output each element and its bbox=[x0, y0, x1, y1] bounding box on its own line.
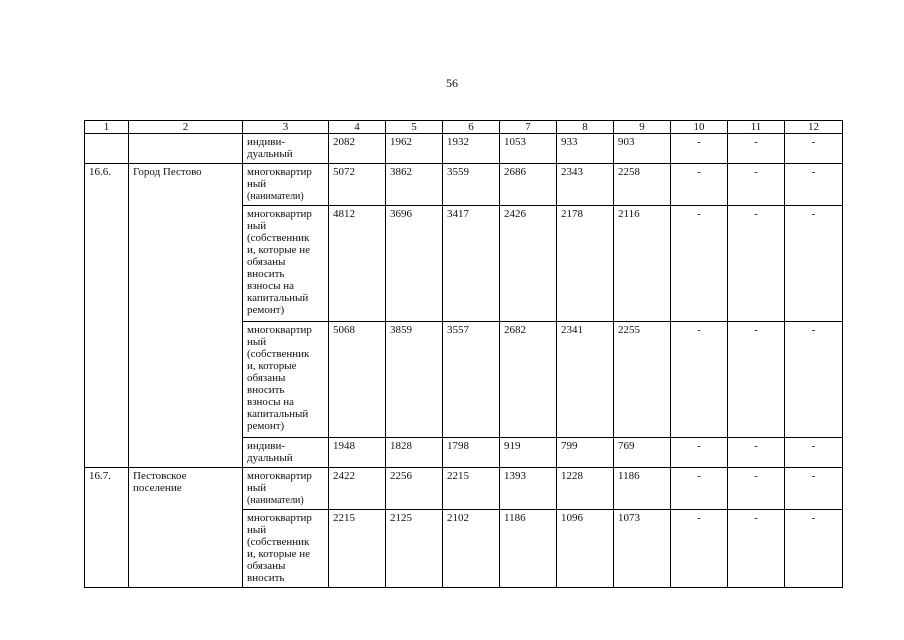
header-row bbox=[85, 121, 843, 134]
header-cell: 7 bbox=[500, 121, 557, 134]
value-cell: 2215 bbox=[329, 510, 386, 588]
value-cell: 2102 bbox=[443, 510, 500, 588]
settlement-name bbox=[129, 134, 243, 164]
dash-cell: - bbox=[728, 322, 785, 438]
dash-cell: - bbox=[671, 206, 728, 322]
dash-cell: - bbox=[728, 206, 785, 322]
value-cell: 2125 bbox=[386, 510, 443, 588]
housing-type: многоквартир ный (собственник и, которые не обязаны вносить bbox=[243, 510, 329, 588]
header-cell: 5 bbox=[386, 121, 443, 134]
value-cell: 3862 bbox=[386, 164, 443, 206]
dash-cell: - bbox=[785, 164, 843, 206]
value-cell: 3557 bbox=[443, 322, 500, 438]
value-cell: 919 bbox=[500, 438, 557, 468]
housing-type-note: (наниматели) bbox=[247, 495, 304, 506]
header-cell: 4 bbox=[329, 121, 386, 134]
dash-cell: - bbox=[671, 468, 728, 510]
value-cell: 1798 bbox=[443, 438, 500, 468]
value-cell: 1186 bbox=[500, 510, 557, 588]
value-cell: 1073 bbox=[614, 510, 671, 588]
value-cell: 3417 bbox=[443, 206, 500, 322]
housing-type: многоквартир ный (собственник и, которые обязаны вносить взносы на капитальный ремонт) bbox=[243, 322, 329, 438]
housing-type: индиви- дуальный bbox=[243, 438, 329, 468]
dash-cell: - bbox=[671, 164, 728, 206]
dash-cell: - bbox=[785, 322, 843, 438]
value-cell: 1186 bbox=[614, 468, 671, 510]
settlement-name: Город Пестово bbox=[129, 164, 243, 468]
value-cell: 2686 bbox=[500, 164, 557, 206]
value-cell: 2422 bbox=[329, 468, 386, 510]
value-cell: 2256 bbox=[386, 468, 443, 510]
header-cell: 11 bbox=[728, 121, 785, 134]
dash-cell: - bbox=[728, 510, 785, 588]
header-cell: 6 bbox=[443, 121, 500, 134]
value-cell: 2255 bbox=[614, 322, 671, 438]
header-cell: 9 bbox=[614, 121, 671, 134]
value-cell: 1228 bbox=[557, 468, 614, 510]
table-row bbox=[85, 164, 843, 206]
value-cell: 1393 bbox=[500, 468, 557, 510]
value-cell: 1962 bbox=[386, 134, 443, 164]
value-cell: 2682 bbox=[500, 322, 557, 438]
housing-type: индиви- дуальный bbox=[243, 134, 329, 164]
value-cell: 799 bbox=[557, 438, 614, 468]
dash-cell: - bbox=[671, 438, 728, 468]
dash-cell: - bbox=[785, 438, 843, 468]
housing-type bbox=[243, 164, 329, 206]
housing-type-label: многоквартир ный bbox=[247, 166, 312, 190]
header-cell: 10 bbox=[671, 121, 728, 134]
header-cell: 2 bbox=[129, 121, 243, 134]
value-cell: 1932 bbox=[443, 134, 500, 164]
dash-cell: - bbox=[785, 206, 843, 322]
header-cell: 3 bbox=[243, 121, 329, 134]
tariff-table bbox=[84, 120, 843, 588]
value-cell: 4812 bbox=[329, 206, 386, 322]
housing-type-label: многоквартир ный bbox=[247, 470, 312, 494]
value-cell: 2258 bbox=[614, 164, 671, 206]
header-cell: 12 bbox=[785, 121, 843, 134]
housing-type-note: (наниматели) bbox=[247, 191, 304, 202]
value-cell: 5072 bbox=[329, 164, 386, 206]
header-cell: 8 bbox=[557, 121, 614, 134]
value-cell: 2116 bbox=[614, 206, 671, 322]
dash-cell: - bbox=[785, 468, 843, 510]
value-cell: 769 bbox=[614, 438, 671, 468]
value-cell: 1828 bbox=[386, 438, 443, 468]
value-cell: 3559 bbox=[443, 164, 500, 206]
dash-cell: - bbox=[785, 510, 843, 588]
value-cell: 1096 bbox=[557, 510, 614, 588]
housing-type bbox=[243, 468, 329, 510]
row-number bbox=[85, 134, 129, 164]
value-cell: 933 bbox=[557, 134, 614, 164]
value-cell: 1053 bbox=[500, 134, 557, 164]
dash-cell: - bbox=[671, 134, 728, 164]
value-cell: 903 bbox=[614, 134, 671, 164]
dash-cell: - bbox=[728, 164, 785, 206]
value-cell: 2215 bbox=[443, 468, 500, 510]
value-cell: 2343 bbox=[557, 164, 614, 206]
row-number: 16.7. bbox=[85, 468, 129, 588]
value-cell: 2082 bbox=[329, 134, 386, 164]
settlement-name: Пестовское поселение bbox=[129, 468, 243, 588]
dash-cell: - bbox=[671, 322, 728, 438]
page-number: 56 bbox=[446, 76, 458, 90]
dash-cell: - bbox=[671, 510, 728, 588]
header-cell: 1 bbox=[85, 121, 129, 134]
value-cell: 2341 bbox=[557, 322, 614, 438]
dash-cell: - bbox=[785, 134, 843, 164]
value-cell: 2426 bbox=[500, 206, 557, 322]
value-cell: 3696 bbox=[386, 206, 443, 322]
row-number: 16.6. bbox=[85, 164, 129, 468]
table-row bbox=[85, 134, 843, 164]
housing-type: многоквартир ный (собственник и, которые не обязаны вносить взносы на капитальный ремонт) bbox=[243, 206, 329, 322]
value-cell: 2178 bbox=[557, 206, 614, 322]
value-cell: 1948 bbox=[329, 438, 386, 468]
table-row bbox=[85, 468, 843, 510]
dash-cell: - bbox=[728, 468, 785, 510]
dash-cell: - bbox=[728, 438, 785, 468]
value-cell: 5068 bbox=[329, 322, 386, 438]
dash-cell: - bbox=[728, 134, 785, 164]
value-cell: 3859 bbox=[386, 322, 443, 438]
